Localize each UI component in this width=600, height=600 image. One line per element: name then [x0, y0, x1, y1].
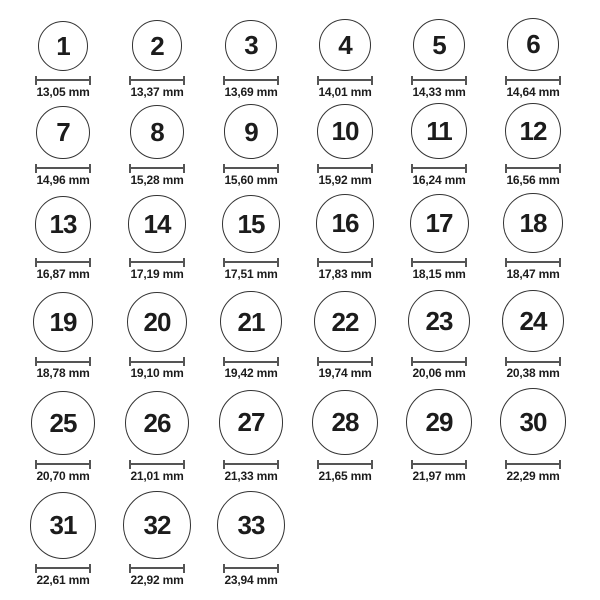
- circle-area: [132, 18, 183, 71]
- diameter-label: 14,96 mm: [36, 172, 90, 187]
- diameter-measure-bar: [225, 167, 277, 169]
- size-circle: [316, 194, 374, 252]
- size-number: 27: [237, 407, 265, 438]
- diameter-measure-bar: [37, 261, 89, 263]
- size-number: 18: [519, 207, 547, 238]
- ring-size-cell: [110, 388, 204, 482]
- size-circle: [132, 20, 183, 71]
- ring-size-row: [16, 388, 600, 482]
- diameter-measure-bar: [131, 567, 183, 569]
- diameter-label: 18,47 mm: [506, 266, 560, 281]
- diameter-label: 16,56 mm: [506, 172, 560, 187]
- circle-area: [123, 491, 190, 559]
- ring-size-cell: [204, 193, 298, 281]
- diameter-measure-line: [505, 357, 561, 366]
- circle-area: [127, 290, 188, 353]
- diameter-label: 15,28 mm: [130, 172, 184, 187]
- size-circle: [130, 105, 184, 159]
- ring-size-cell: [486, 103, 580, 187]
- circle-area: [317, 103, 372, 159]
- diameter-measure-bar: [225, 261, 277, 263]
- size-circle: [125, 391, 189, 455]
- ring-size-cell: [486, 388, 580, 482]
- circle-area: [413, 18, 465, 71]
- size-number: 25: [49, 408, 77, 439]
- size-circle: [505, 103, 561, 159]
- diameter-label: 13,69 mm: [224, 84, 278, 99]
- size-number: 19: [49, 307, 77, 338]
- size-circle: [217, 491, 285, 559]
- diameter-measure-bar: [37, 167, 89, 169]
- size-circle: [410, 194, 469, 253]
- diameter-measure-line: [505, 76, 561, 85]
- ring-size-cell: [298, 388, 392, 482]
- size-circle: [503, 193, 563, 253]
- size-number: 11: [426, 116, 452, 147]
- size-circle: [222, 195, 280, 253]
- diameter-label: 21,33 mm: [224, 468, 278, 483]
- diameter-measure-bar: [131, 463, 183, 465]
- diameter-measure-bar: [319, 361, 371, 363]
- size-circle: [30, 492, 97, 559]
- diameter-label: 19,42 mm: [224, 366, 278, 381]
- ring-size-row: [16, 491, 600, 587]
- size-circle: [123, 491, 190, 558]
- diameter-measure-line: [317, 258, 373, 267]
- diameter-measure-bar: [413, 167, 465, 169]
- size-number: 7: [56, 117, 70, 148]
- diameter-label: 16,24 mm: [412, 172, 466, 187]
- size-circle: [500, 388, 566, 454]
- ring-size-cell: [392, 103, 486, 187]
- size-circle: [408, 290, 470, 352]
- diameter-measure-bar: [225, 361, 277, 363]
- ring-size-cell: [110, 18, 204, 99]
- size-number: 6: [526, 29, 540, 60]
- diameter-measure-line: [35, 357, 91, 366]
- circle-area: [36, 103, 89, 159]
- circle-area: [220, 290, 281, 353]
- diameter-measure-line: [411, 76, 467, 85]
- diameter-measure-bar: [319, 261, 371, 263]
- diameter-label: 13,05 mm: [36, 84, 90, 99]
- diameter-measure-line: [223, 564, 279, 573]
- diameter-measure-bar: [225, 463, 277, 465]
- size-circle: [413, 19, 465, 71]
- diameter-measure-bar: [507, 463, 559, 465]
- diameter-measure-bar: [507, 167, 559, 169]
- size-number: 20: [143, 307, 171, 338]
- circle-area: [503, 193, 563, 253]
- size-circle: [220, 291, 281, 352]
- diameter-label: 23,94 mm: [224, 572, 278, 587]
- ring-size-row: [16, 193, 600, 281]
- diameter-measure-bar: [131, 79, 183, 81]
- ring-size-cell: [298, 18, 392, 99]
- ring-size-cell: [392, 388, 486, 482]
- diameter-label: 22,29 mm: [506, 468, 560, 483]
- diameter-label: 17,19 mm: [130, 266, 184, 281]
- ring-size-cell: [16, 18, 110, 99]
- size-circle: [406, 389, 472, 455]
- diameter-measure-bar: [37, 567, 89, 569]
- size-circle: [38, 21, 88, 71]
- circle-area: [225, 18, 276, 71]
- size-circle: [411, 103, 467, 159]
- size-number: 4: [338, 29, 352, 60]
- ring-size-row: [16, 103, 600, 187]
- size-number: 21: [237, 306, 265, 337]
- size-number: 23: [425, 306, 453, 337]
- diameter-label: 20,38 mm: [506, 366, 560, 381]
- diameter-label: 20,06 mm: [412, 366, 466, 381]
- ring-size-cell: [16, 388, 110, 482]
- size-circle: [35, 196, 92, 253]
- diameter-measure-bar: [413, 463, 465, 465]
- circle-area: [125, 388, 189, 454]
- diameter-label: 15,92 mm: [318, 172, 372, 187]
- diameter-measure-line: [35, 258, 91, 267]
- ring-size-cell: [392, 18, 486, 99]
- ring-size-cell: [486, 193, 580, 281]
- diameter-label: 14,01 mm: [318, 84, 372, 99]
- size-number: 3: [244, 30, 258, 61]
- size-number: 15: [237, 208, 265, 239]
- diameter-label: 18,15 mm: [412, 266, 466, 281]
- diameter-measure-line: [129, 76, 185, 85]
- ring-size-cell: [16, 103, 110, 187]
- size-number: 8: [150, 117, 164, 148]
- circle-area: [406, 388, 472, 454]
- diameter-measure-bar: [413, 261, 465, 263]
- diameter-measure-bar: [507, 79, 559, 81]
- ring-size-cell: [110, 290, 204, 381]
- ring-size-cell: [110, 491, 204, 587]
- diameter-label: 13,37 mm: [130, 84, 184, 99]
- diameter-measure-line: [317, 460, 373, 469]
- size-number: 13: [49, 209, 77, 240]
- circle-area: [217, 491, 285, 559]
- size-number: 33: [237, 509, 265, 540]
- circle-area: [128, 193, 185, 253]
- diameter-measure-bar: [131, 361, 183, 363]
- ring-size-cell: [392, 193, 486, 281]
- size-number: 29: [425, 406, 453, 437]
- ring-size-cell: [298, 193, 392, 281]
- size-circle: [502, 290, 565, 353]
- diameter-label: 17,51 mm: [224, 266, 278, 281]
- diameter-measure-bar: [225, 567, 277, 569]
- ring-size-cell: [204, 388, 298, 482]
- size-circle: [317, 104, 372, 159]
- circle-area: [312, 388, 377, 454]
- circle-area: [219, 388, 284, 454]
- diameter-label: 19,74 mm: [318, 366, 372, 381]
- circle-area: [33, 290, 93, 353]
- ring-size-cell: [16, 491, 110, 587]
- ring-size-cell: [486, 290, 580, 381]
- diameter-label: 22,61 mm: [36, 572, 90, 587]
- ring-size-cell: [392, 290, 486, 381]
- diameter-measure-bar: [225, 79, 277, 81]
- size-number: 10: [331, 116, 359, 147]
- size-circle: [319, 19, 371, 71]
- ring-size-cell: [110, 193, 204, 281]
- diameter-measure-line: [317, 357, 373, 366]
- circle-area: [505, 103, 561, 159]
- circle-area: [410, 193, 469, 253]
- circle-area: [408, 290, 470, 353]
- ring-size-cell: [298, 290, 392, 381]
- ring-size-cell: [204, 18, 298, 99]
- size-circle: [36, 106, 89, 159]
- diameter-label: 19,10 mm: [130, 366, 184, 381]
- diameter-measure-line: [35, 564, 91, 573]
- diameter-label: 21,97 mm: [412, 468, 466, 483]
- size-circle: [127, 292, 188, 353]
- diameter-label: 15,60 mm: [224, 172, 278, 187]
- size-number: 2: [150, 30, 164, 61]
- diameter-measure-line: [129, 258, 185, 267]
- circle-area: [500, 388, 566, 454]
- diameter-measure-line: [505, 164, 561, 173]
- diameter-measure-bar: [413, 79, 465, 81]
- diameter-label: 21,01 mm: [130, 468, 184, 483]
- diameter-label: 20,70 mm: [36, 468, 90, 483]
- diameter-label: 18,78 mm: [36, 366, 90, 381]
- diameter-measure-line: [411, 258, 467, 267]
- diameter-measure-line: [223, 258, 279, 267]
- diameter-measure-bar: [37, 463, 89, 465]
- size-circle: [312, 390, 377, 455]
- diameter-measure-line: [411, 164, 467, 173]
- diameter-label: 22,92 mm: [130, 572, 184, 587]
- circle-area: [319, 18, 371, 71]
- diameter-measure-line: [223, 460, 279, 469]
- diameter-measure-line: [35, 164, 91, 173]
- diameter-measure-line: [505, 258, 561, 267]
- diameter-measure-line: [505, 460, 561, 469]
- diameter-measure-line: [129, 564, 185, 573]
- size-circle: [225, 20, 276, 71]
- ring-size-cell: [204, 103, 298, 187]
- ring-size-row: [16, 290, 600, 381]
- diameter-measure-line: [129, 164, 185, 173]
- ring-size-cell: [486, 18, 580, 99]
- circle-area: [130, 103, 184, 159]
- size-number: 14: [143, 208, 171, 239]
- circle-area: [502, 290, 565, 353]
- diameter-measure-line: [35, 460, 91, 469]
- circle-area: [224, 103, 279, 159]
- size-number: 1: [56, 30, 70, 61]
- diameter-label: 21,65 mm: [318, 468, 372, 483]
- diameter-measure-bar: [507, 361, 559, 363]
- diameter-measure-line: [129, 357, 185, 366]
- circle-area: [222, 193, 280, 253]
- diameter-measure-bar: [37, 79, 89, 81]
- diameter-measure-line: [223, 357, 279, 366]
- size-circle: [33, 292, 93, 352]
- ring-size-cell: [204, 491, 298, 587]
- size-number: 26: [143, 407, 171, 438]
- size-number: 24: [519, 306, 547, 337]
- diameter-label: 16,87 mm: [36, 266, 90, 281]
- diameter-label: 14,64 mm: [506, 84, 560, 99]
- diameter-measure-line: [411, 357, 467, 366]
- diameter-measure-bar: [319, 167, 371, 169]
- diameter-measure-line: [129, 460, 185, 469]
- ring-size-cell: [110, 103, 204, 187]
- diameter-measure-line: [317, 76, 373, 85]
- size-number: 17: [425, 208, 453, 239]
- size-number: 16: [331, 208, 359, 239]
- diameter-label: 17,83 mm: [318, 266, 372, 281]
- circle-area: [31, 388, 95, 454]
- circle-area: [30, 491, 97, 559]
- circle-area: [35, 193, 92, 253]
- size-number: 30: [519, 406, 547, 437]
- circle-area: [314, 290, 376, 353]
- diameter-label: 14,33 mm: [412, 84, 466, 99]
- diameter-measure-line: [223, 164, 279, 173]
- ring-size-cell: [16, 290, 110, 381]
- size-number: 31: [49, 510, 77, 541]
- diameter-measure-bar: [37, 361, 89, 363]
- diameter-measure-line: [411, 460, 467, 469]
- size-number: 12: [519, 115, 547, 146]
- size-number: 9: [244, 116, 258, 147]
- diameter-measure-bar: [507, 261, 559, 263]
- diameter-measure-line: [317, 164, 373, 173]
- ring-size-row: [16, 18, 600, 99]
- ring-size-cell: [298, 103, 392, 187]
- size-circle: [31, 391, 95, 455]
- size-circle: [128, 195, 185, 252]
- size-circle: [314, 291, 376, 353]
- circle-area: [316, 193, 374, 253]
- diameter-measure-line: [223, 76, 279, 85]
- size-number: 22: [331, 306, 359, 337]
- size-circle: [507, 18, 560, 71]
- diameter-measure-bar: [319, 79, 371, 81]
- diameter-measure-bar: [413, 361, 465, 363]
- size-circle: [219, 390, 284, 455]
- circle-area: [38, 18, 88, 71]
- size-number: 5: [432, 29, 446, 60]
- size-number: 32: [143, 510, 171, 541]
- circle-area: [411, 103, 467, 159]
- size-number: 28: [331, 407, 359, 438]
- diameter-measure-line: [35, 76, 91, 85]
- diameter-measure-bar: [131, 167, 183, 169]
- diameter-measure-bar: [131, 261, 183, 263]
- ring-size-cell: [16, 193, 110, 281]
- circle-area: [507, 18, 560, 71]
- ring-size-cell: [204, 290, 298, 381]
- size-circle: [224, 104, 279, 159]
- diameter-measure-bar: [319, 463, 371, 465]
